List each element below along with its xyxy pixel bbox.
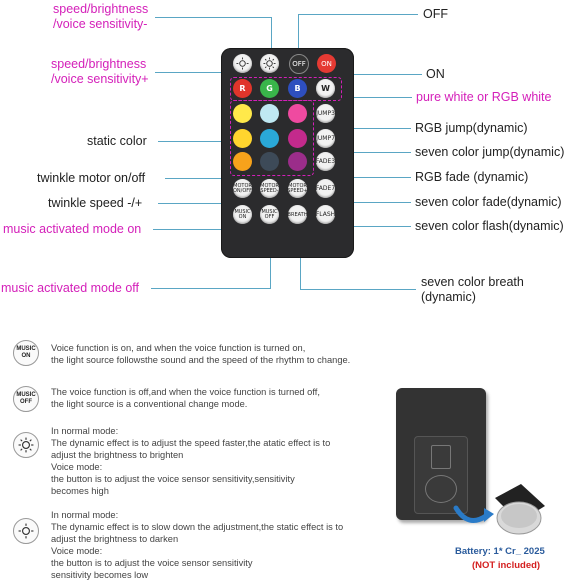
sun-bright-icon: [263, 57, 276, 70]
desc-line: In normal mode:: [51, 426, 119, 436]
music-on-label-1: MUSIC: [234, 208, 251, 215]
color-magenta-button[interactable]: [288, 129, 307, 148]
desc-line: the light source followsthe sound and the speed of the rhythm to change.: [51, 355, 351, 365]
label-seven-breath-2: (dynamic): [421, 290, 476, 304]
label-speed-minus-2: /voice sensitivity-: [53, 17, 148, 31]
recycle-mark: [431, 445, 451, 469]
motor-speed-minus-button[interactable]: [260, 179, 279, 198]
coin-battery-icon: [489, 480, 549, 540]
music-on-icon-label-2: ON: [21, 353, 31, 359]
remote-control: [221, 48, 354, 258]
darken-description: [51, 509, 343, 581]
leader-line: [153, 229, 231, 230]
sun-dim-icon: [18, 523, 34, 539]
leader-line: [298, 14, 418, 15]
desc-line: The dynamic effect is to slow down the adjustment,the static effect is to: [51, 522, 344, 532]
desc-line: becomes high: [51, 486, 109, 496]
brighten-sun-icon: [13, 432, 39, 458]
blue-button[interactable]: B: [288, 79, 307, 98]
red-button[interactable]: R: [233, 79, 252, 98]
color-slate-button[interactable]: [260, 152, 279, 171]
label-seven-breath-1: seven color breath: [421, 275, 524, 289]
label-rgb-fade: RGB fade (dynamic): [415, 170, 529, 184]
music-off-label-2: OFF: [264, 213, 275, 220]
motor-speed-plus-label-1: MOTOR: [288, 182, 307, 189]
color-skyblue-button[interactable]: [260, 129, 279, 148]
desc-line: the button is to adjust the voice sensor sensitivity: [51, 558, 253, 568]
desc-line: Voice mode:: [51, 546, 103, 556]
motor-speed-minus-label-1: MOTOR: [260, 182, 279, 189]
label-rgb-jump: RGB jump(dynamic): [415, 121, 528, 135]
music-off-description: [51, 386, 320, 410]
label-pure-white: pure white or RGB white: [416, 90, 552, 104]
brighten-description: [51, 425, 330, 497]
desc-line: The dynamic effect is to adjust the speed faster,the atatic effect is to: [51, 438, 331, 448]
white-button[interactable]: W: [316, 79, 335, 98]
music-off-icon-label-1: MUSIC: [16, 392, 36, 398]
green-button[interactable]: G: [260, 79, 279, 98]
label-speed-minus-1: speed/brightness: [53, 2, 149, 16]
sun-dim-button[interactable]: [233, 54, 252, 73]
sun-bright-icon: [18, 437, 34, 453]
sun-bright-button[interactable]: [260, 54, 279, 73]
jump7-button[interactable]: JUMP7: [316, 129, 335, 148]
motor-onoff-button[interactable]: [233, 179, 252, 198]
music-on-icon-label-1: MUSIC: [16, 346, 36, 352]
color-orange-button[interactable]: [233, 152, 252, 171]
leader-line: [300, 289, 416, 290]
off-button[interactable]: OFF: [289, 54, 309, 74]
desc-line: Voice function is on, and when the voice function is turned on,: [51, 343, 306, 353]
on-button[interactable]: ON: [317, 54, 336, 73]
label-speed-plus-1: speed/brightness: [51, 57, 147, 71]
color-purple-button[interactable]: [288, 152, 307, 171]
color-yellow-button[interactable]: [233, 104, 252, 123]
color-gold-button[interactable]: [233, 129, 252, 148]
label-twinkle-speed: twinkle speed -/+: [48, 196, 143, 210]
desc-line: In normal mode:: [51, 510, 119, 520]
label-music-on-mode: music activated mode on: [3, 222, 142, 236]
leader-line: [155, 17, 272, 18]
desc-line: sensitivity becomes low: [51, 570, 149, 580]
label-seven-jump: seven color jump(dynamic): [415, 145, 565, 159]
music-on-button[interactable]: [233, 205, 252, 224]
desc-line: the light source is a conventional change mode.: [51, 399, 248, 409]
breath-button[interactable]: BREATH: [288, 205, 307, 224]
music-off-icon-label-2: OFF: [20, 399, 32, 405]
label-on: ON: [426, 67, 445, 81]
battery-note-1: Battery: 1* Cr_ 2025: [455, 546, 545, 557]
coin-battery: [489, 480, 549, 540]
label-off: OFF: [423, 7, 448, 21]
battery-slot: [425, 475, 457, 503]
motor-onoff-label-1: MOTOR: [233, 182, 252, 189]
battery-note-2: (NOT included): [472, 560, 541, 571]
desc-line: the button is to adjust the voice sensor sensitivity,sensitivity: [51, 474, 295, 484]
label-speed-plus-2: /voice sensitivity+: [51, 72, 149, 86]
music-off-button[interactable]: [260, 205, 279, 224]
fade7-button[interactable]: FADE7: [316, 179, 335, 198]
label-seven-flash: seven color flash(dynamic): [415, 219, 564, 233]
sun-dim-icon: [236, 57, 249, 70]
desc-line: adjust the brightness to brighten: [51, 450, 184, 460]
motor-speed-plus-button[interactable]: [288, 179, 307, 198]
motor-speed-plus-label-2: SPEED+: [287, 187, 308, 194]
music-off-icon: [13, 386, 39, 412]
flash-button[interactable]: FLASH: [316, 205, 335, 224]
label-music-off-mode: music activated mode off: [1, 281, 140, 295]
music-on-label-2: ON: [238, 213, 247, 220]
motor-speed-minus-label-2: SPEED-: [260, 187, 279, 194]
music-on-description: [51, 342, 350, 366]
fade3-button[interactable]: FADE3: [316, 152, 335, 171]
darken-sun-icon: [13, 518, 39, 544]
leader-line: [151, 288, 271, 289]
color-lightcyan-button[interactable]: [260, 104, 279, 123]
desc-line: Voice mode:: [51, 462, 103, 472]
jump3-button[interactable]: JUMP3: [316, 104, 335, 123]
desc-line: The voice function is off,and when the voice function is turned off,: [51, 387, 320, 397]
label-static-color: static color: [87, 134, 147, 148]
motor-onoff-label-2: ON/OFF: [232, 187, 253, 194]
label-seven-fade: seven color fade(dynamic): [415, 195, 562, 209]
music-on-icon: [13, 340, 39, 366]
desc-line: adjust the brightness to darken: [51, 534, 179, 544]
label-twinkle-motor: twinkle motor on/off: [37, 171, 146, 185]
music-off-label-1: MUSIC: [261, 208, 278, 215]
color-pink-button[interactable]: [288, 104, 307, 123]
